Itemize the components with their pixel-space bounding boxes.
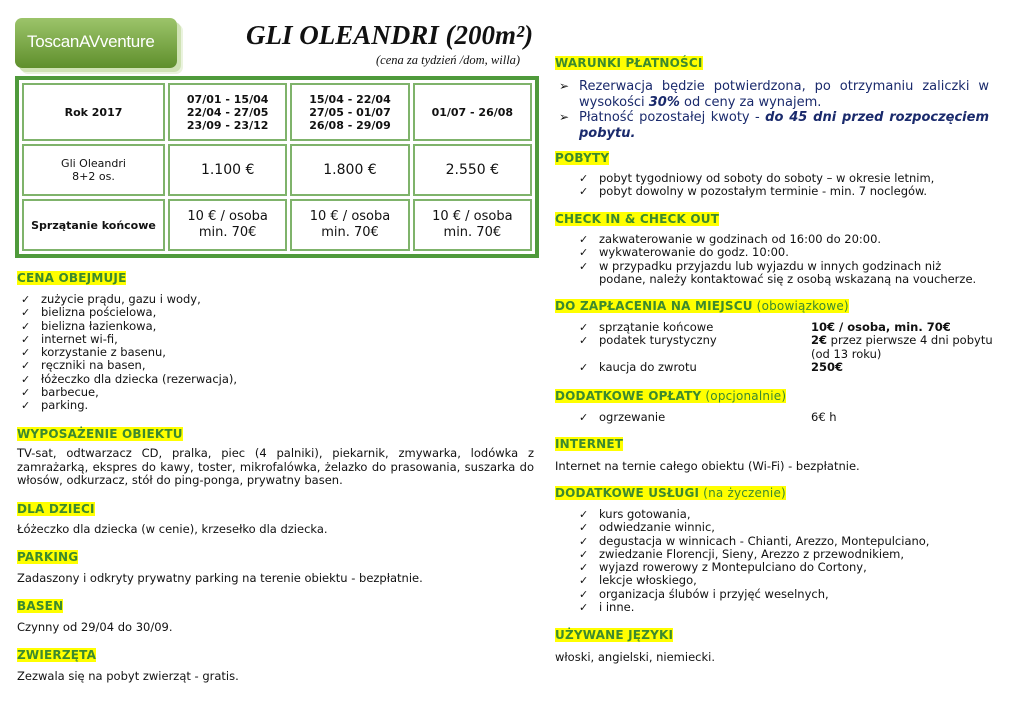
dodatkowe-oplaty-title: DODATKOWE OPŁATY — [555, 389, 702, 403]
price-cell: 1.800 € — [290, 144, 409, 196]
warunki-text: Płatność pozostałej kwoty - — [579, 110, 766, 125]
list-item: ✓ wykwaterowanie do godz. 10:00. — [575, 246, 989, 259]
property-name: Gli Oleandri — [61, 157, 126, 170]
page-title: GLI OLEANDRI (200m²) — [246, 20, 534, 50]
list-item — [575, 411, 995, 424]
zaplacenia-list — [575, 321, 995, 375]
table-header-period-1: 07/01 - 15/04 22/04 - 27/05 23/09 - 23/12 — [168, 83, 287, 141]
table-header-period-2: 15/04 - 22/04 27/05 - 01/07 26/08 - 29/09 — [290, 83, 409, 141]
pobyty-list — [575, 172, 989, 199]
list-item: ✓ bielizna łazienkowa, — [17, 320, 517, 333]
zwierzeta-text: Zezwala się na pobyt zwierząt - gratis. — [17, 669, 239, 683]
cena-heading: CENA OBEJMUJE — [17, 271, 127, 285]
list-item: ✓ lekcje włoskiego, — [575, 574, 995, 587]
uslugi-title: DODATKOWE USŁUGI — [555, 486, 700, 500]
dodatkowe-oplaty-heading — [555, 389, 786, 403]
warunki-list — [555, 79, 989, 141]
list-item: ✓ odwiedzanie winnic, — [575, 521, 995, 534]
list-item: ✓ organizacja ślubów i przyjęć weselnych, — [575, 588, 995, 601]
toscanavventure-logo — [15, 18, 177, 68]
internet-heading: INTERNET — [555, 437, 624, 451]
fee-label: sprzątanie końcowe — [599, 320, 714, 334]
list-item: ✓ pobyt dowolny w pozostałym terminie - min. 7 noclegów. — [575, 185, 989, 198]
warunki-text: od ceny za wynajem. — [679, 94, 822, 110]
dodatkowe-oplaty-note: (opcjonalnie) — [701, 389, 787, 403]
fee-value: 250€ — [811, 360, 844, 375]
internet-text: Internet na ternie całego obiektu (Wi-Fi) - bezpłatnie. — [555, 459, 860, 473]
table-row-property — [22, 144, 165, 196]
zaplacenia-note: (obowiązkowe) — [752, 299, 849, 313]
list-item — [575, 361, 995, 374]
fee-value: 6€ h — [811, 410, 837, 424]
price-cell: 2.550 € — [413, 144, 532, 196]
list-item: ✓ zużycie prądu, gazu i wody, — [17, 293, 517, 306]
wyposazenie-text: TV-sat, odtwarzacz CD, pralka, piec (4 palniki), piekarnik, zmywarka, lodówka z zamrażarką, ekspres do kawy, toster, mikrofalówka, żelazko do prasowania, suszarka do włosów, odkurzacz, stół do ping-ponga, prywatny basen. — [17, 446, 534, 487]
list-item: ✓ zwiedzanie Florencji, Sieny, Arezzo z przewodnikiem, — [575, 548, 995, 561]
list-item: ✓ internet wi-fi, — [17, 333, 517, 346]
list-item: ✓ łóżeczko dla dziecka (rezerwacja), — [17, 373, 517, 386]
list-item — [575, 334, 995, 361]
zaplacenia-heading — [555, 299, 849, 313]
list-item: ✓ w przypadku przyjazdu lub wyjazdu w innych godzinach niż podane, należy kontaktować się z osobą wskazaną na voucherze. — [575, 260, 989, 287]
list-item: ✓ kurs gotowania, — [575, 508, 995, 521]
table-row-cleaning: Sprzątanie końcowe — [22, 199, 165, 251]
uslugi-note: (na życzenie) — [699, 486, 786, 500]
price-table — [15, 76, 539, 258]
check-list — [575, 233, 989, 286]
list-item: ✓ ręczniki na basen, — [17, 359, 517, 372]
table-header-period-3: 01/07 - 26/08 — [413, 83, 532, 141]
list-item: ✓ i inne. — [575, 601, 995, 614]
jezyki-text: włoski, angielski, niemiecki. — [555, 650, 715, 664]
dodatkowe-oplaty-list — [575, 411, 995, 424]
zwierzeta-heading: ZWIERZĘTA — [17, 648, 97, 662]
cleaning-cell: 10 € / osoba min. 70€ — [290, 199, 409, 251]
fee-label: ogrzewanie — [599, 410, 666, 424]
basen-text: Czynny od 29/04 do 30/09. — [17, 620, 173, 634]
list-item — [555, 79, 989, 110]
warunki-text: Rezerwacja będzie potwierdzona, po otrzymaniu zaliczki w wysokości — [579, 79, 989, 110]
list-item: ✓ bielizna pościelowa, — [17, 306, 517, 319]
check-heading: CHECK IN & CHECK OUT — [555, 212, 720, 226]
uslugi-heading — [555, 486, 786, 500]
parking-text: Zadaszony i odkryty prywatny parking na terenie obiektu - bezpłatnie. — [17, 571, 423, 585]
wyposazenie-heading: WYPOSAŻENIE OBIEKTU — [17, 427, 183, 441]
warunki-heading: WARUNKI PŁATNOŚCI — [555, 56, 703, 70]
fee-value: 10€ / osoba, min. 70€ — [811, 320, 951, 334]
zaplacenia-title: DO ZAPŁACENIA NA MIEJSCU — [555, 299, 753, 313]
list-item — [575, 321, 995, 334]
fee-value-note: (od 13 roku) — [811, 346, 882, 361]
cena-list — [17, 293, 517, 413]
fee-label: podatek turystyczny — [599, 333, 717, 348]
list-item: ✓ barbecue, — [17, 386, 517, 399]
uslugi-list — [575, 508, 995, 614]
warunki-emphasis: do 45 dni przed rozpoczęciem pobytu. — [579, 110, 989, 141]
table-header-year: Rok 2017 — [22, 83, 165, 141]
property-capacity: 8+2 os. — [72, 170, 115, 183]
basen-heading: BASEN — [17, 599, 64, 613]
list-item: ✓ zakwaterowanie w godzinach od 16:00 do 20:00. — [575, 233, 989, 246]
dzieci-text: Łóżeczko dla dziecka (w cenie), krzesełko dla dziecka. — [17, 522, 328, 536]
price-cell: 1.100 € — [168, 144, 287, 196]
fee-value: przez pierwsze 4 dni pobytu — [827, 333, 993, 348]
cleaning-cell: 10 € / osoba min. 70€ — [413, 199, 532, 251]
page-subtitle: (cena za tydzień /dom, willa) — [376, 53, 521, 67]
list-item: ✓ wyjazd rowerowy z Montepulciano do Cortony, — [575, 561, 995, 574]
list-item: ✓ pobyt tygodniowy od soboty do soboty – w okresie letnim, — [575, 172, 989, 185]
pobyty-heading: POBYTY — [555, 151, 610, 165]
parking-heading: PARKING — [17, 550, 79, 564]
list-item: ✓ korzystanie z basenu, — [17, 346, 517, 359]
cleaning-cell: 10 € / osoba min. 70€ — [168, 199, 287, 251]
dzieci-heading: DLA DZIECI — [17, 502, 95, 516]
warunki-emphasis: 30% — [648, 94, 680, 110]
list-item: ✓ degustacja w winnicach - Chianti, Arezzo, Montepulciano, — [575, 535, 995, 548]
list-item — [555, 110, 989, 141]
logo-text: ToscanAVventure — [27, 32, 155, 51]
fee-value-amount: 2€ — [811, 333, 828, 348]
fee-label: kaucja do zwrotu — [599, 360, 697, 375]
jezyki-heading: UŻYWANE JĘZYKI — [555, 628, 674, 642]
list-item: ✓ parking. — [17, 399, 517, 412]
